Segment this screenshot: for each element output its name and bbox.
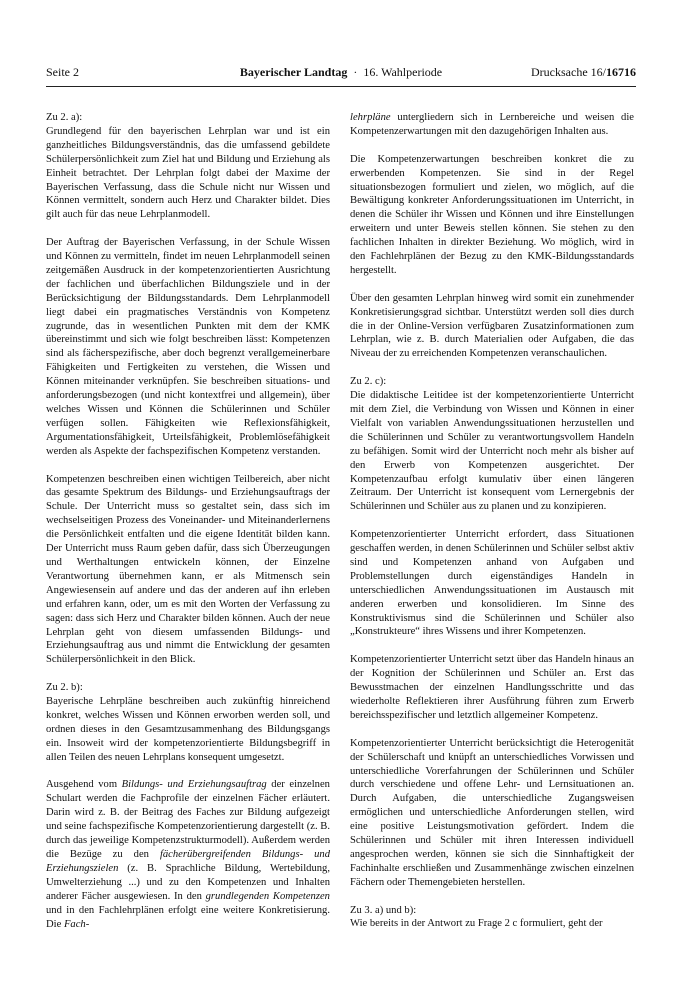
paragraph [350, 111, 634, 139]
italic-term: Bildungs- und Erziehungsauftrag [121, 779, 267, 791]
paragraph: Kompetenzorientierter Unterricht berücksichtigt die Heterogenität der Schülerschaft und knüpft an unterschiedliches Vorwissen und unterschiedliche Vorerfahrungen der Schülerinnen und Schüler durch verschiedene und offene Lehr- und Lernsituationen an. Durch Aufgaben, die unterschiedliche Zugangsweisen ermöglichen und unterschiedliche Anforderungen stellen, wird eine positive Leistungsmotivation gefördert. Indem die Schülerinnen und Schüler mit ihren Interessen individuell angesprochen werden, können sie sich die Sinnhaftigkeit der Fachinhalte erschließen und Zusammenhänge zwischen einzelnen Fächern oder Themengebieten herstellen. [350, 737, 634, 888]
italic-term: lehrpläne [350, 112, 391, 123]
paragraph: Die didaktische Leitidee ist der kompetenzorientierte Unterricht mit dem Ziel, die Verbindung von Wissen und Können in einer Vielfalt von variablen Anwendungssituationen herzustellen und die Schülerinnen und Schüler zu verantwortungsvollem Handeln zu befähigen. Somit wird der Unterricht noch mehr als bisher auf den Erwerb von Kompetenzen ausgerichtet. Der Kompetenzaufbau erfolgt kumulativ über einen längeren Zeitraum. Der Unterricht ist konsequent vom Lernergebnis der Schülerinnen und Schüler aus zu planen und zu konzipieren. [350, 390, 634, 513]
paragraph: Kompetenzorientierter Unterricht erfordert, dass Situationen geschaffen werden, in denen Schülerinnen und Schüler selbst aktiv sind und Kompetenzen anhand von Aufgaben und Problemstellungen durch eigenständiges Handeln in unterschiedlichen Anwendungssituationen im Austausch mit anderen erwerben und konsolidieren. Im Sinne des Konstruktivismus sind die Schülerinnen und Schüler also „Konstrukteure“ ihres Wissens und ihrer Kompetenzen. [350, 529, 634, 638]
italic-term: fächerübergreifenden Bildungs- und Erziehungszielen [46, 848, 330, 874]
paragraph: Über den gesamten Lehrplan hinweg wird somit ein zunehmender Konkretisierungsgrad sichtbar. Unterstützt werden soll dies durch die in der Online-Version verfügbaren Zusatzinformationen zum Lehrplan, wie z. B. durch Materialien oder Aufgaben, die das Niveau der zu erreichenden Kompetenzen veranschaulichen. [350, 292, 634, 360]
paragraph: Wie bereits in der Antwort zu Frage 2 c formuliert, geht der [350, 918, 603, 930]
text-run: Ausgehend vom [46, 779, 122, 791]
parliament-name: Bayerischer Landtag [239, 65, 348, 79]
section-2b-heading: Zu 2. b): [46, 682, 83, 694]
paragraph: Grundlegend für den bayerischen Lehrplan war und ist ein ganzheitliches Bildungsverständnis, das die umfassend gebildete Schülerpersönlichkeit zum Ziel hat und Bildung und Erziehung als Einheit betrachtet. Der Lehrplan folgt dabei der Maxime der Bayerischen Verfassung, dass die Schule nicht nur Wissen und Können vermittelt, sondern auch Herz und Charakter bildet. Dies gilt auch für das neue Lehrplanmodell. [46, 125, 330, 221]
paragraph: Die Kompetenzerwartungen beschreiben konkret die zu erwerbenden Kompetenzen. Sie sind in der Regel situationsbezogen formuliert und zielen, wo möglich, auf die Bewältigung konkreter Anforderungssituationen im Unterricht, in denen die Schüler ihr Wissen und Können und ihre Einstellungen erweitern und unter Beweis stellen können. Sie stehen zu den fachlichen Inhalten in direkter Beziehung. Wo möglich, wird in den Fachlehrplänen der Bezug zu den KMK-Bildungsstandards hergestellt. [350, 153, 634, 276]
page-number: Seite 2 [46, 65, 79, 79]
text-run: der einzelnen Schulart werden die Fachprofile der einzelnen Fächer erläutert. Darin wird z. B. der Beitrag des Faches zur Bildung aufgezeigt und seine fachspezifische Kompetenzorientierung dargestellt (z. B. durch das jeweilige Kompetenzstrukturmodell). Außerdem werden die Bezüge zu den [46, 779, 330, 860]
left-column [46, 111, 330, 931]
section-3-heading: Zu 3. a) und b): [350, 904, 417, 916]
paragraph: Bayerische Lehrpläne beschreiben auch zukünftig hinreichend konkret, welches Wissen und Können erworben werden soll, und ordnen dieses in den Gesamtzusammenhang des Bildungsgangs ein. Insoweit wird der kompetenzorientierte Bildungsbegriff in allen Teilen des neuen Lehrplans konsequent umgesetzt. [46, 696, 330, 763]
italic-term: Fach- [63, 918, 90, 930]
page-header [46, 64, 636, 80]
paragraph: Kompetenzen beschreiben einen wichtigen Teilbereich, aber nicht das gesamte Spektrum des Bildungs- und Erziehungsauftrags der Schule. Der Unterricht muss so gestaltet sein, dass sich im wechselseitigen Prozess des Voneinander- und Miteinanderlernens die Persönlichkeit entfalten und die eigene Identität bilden kann. Der Unterricht muss Raum geben dafür, dass sich Überzeugungen und Werthaltungen entwickeln können, der Einzelne Verantwortung übernehmen kann, er als Mitmensch sein Angewiesensein auf andere und das der anderen auf ihn erleben und erfahren kann, oder, um es mit den Worten der Verfassung zu sagen: dass sich Herz und Charakter bilden können. Auch der neue Lehrplan geht von diesem umfassenden Bildungs- und Erziehungsauftrag aus und nimmt die Entwicklung der gesamten Schülerpersönlichkeit in den Blick. [46, 473, 330, 666]
paragraph [46, 778, 330, 931]
section-2c-heading: Zu 2. c): [350, 376, 387, 388]
text-run: (z. B. Sprachliche Bildung, Wertebildung, Umwelterziehung ...) und zu den Kompetenzen und Inhalten anderer Fächer ausgewiesen. In den [46, 862, 330, 902]
italic-term: grundlegenden Kompetenzen [205, 890, 330, 902]
text-run: und in den Fachlehrplänen erfolgt eine weitere Konkretisierung. Die [46, 904, 330, 930]
document-number [531, 64, 636, 80]
header-rule [46, 86, 636, 87]
legislative-period: 16. Wahlperiode [363, 65, 443, 79]
text-run: untergliedern sich in Lernbereiche und weisen die Kompetenzerwartungen mit den dazugehörigen Inhalten aus. [350, 112, 634, 137]
header-separator: · [353, 65, 358, 79]
paragraph: Kompetenzorientierter Unterricht setzt über das Handeln hinaus an der Kognition der Schülerinnen und Schüler an. Erst das Bewusstmachen der einzelnen Handlungsschritte und das wiederholte Reflektieren ihrer Ausführung führen zum Erwerb bereichsspezifischer und letztlich allgemeiner Kompetenz. [350, 654, 634, 721]
right-column [350, 111, 634, 931]
document-number-bold: 16716 [606, 65, 636, 79]
document-prefix: Drucksache 16/ [531, 65, 606, 79]
section-2a-heading: Zu 2. a): [46, 112, 83, 123]
paragraph: Der Auftrag der Bayerischen Verfassung, in der Schule Wissen und Können zu vermitteln, findet im neuen Lehrplanmodell seinen zeitgemäßen Ausdruck in der kompetenzorientierten Ausrichtung der fachlichen und überfachlichen Bildungsziele und in der Berücksichtigung der Bildungsstandards. Dem Lehrplanmodell liegt dabei ein pragmatisches Verständnis von Kompetenz zugrunde, das in wesentlichen Punkten mit dem der KMK übereinstimmt und sich wie folgt beschreiben lässt: Kompetenzen sind als fächerspezifische, aber doch begrenzt verallgemeinerbare Fähigkeiten und Fertigkeiten zu verstehen, die Wissen und Können miteinander verknüpfen. Sie beschreiben situations- und anforderungsbezogen (und nicht kontextfrei und allgemein), über welches Wissen und Können die Schülerinnen und Schüler verfügen sollen. Fähigkeiten wie Reflexionsfähigkeit, Argumentationsfähigkeit, Urteilsfähigkeit, Problemlösefähigkeit werden als Aspekte der fachspezifischen Kompetenz verstanden. [46, 237, 330, 457]
